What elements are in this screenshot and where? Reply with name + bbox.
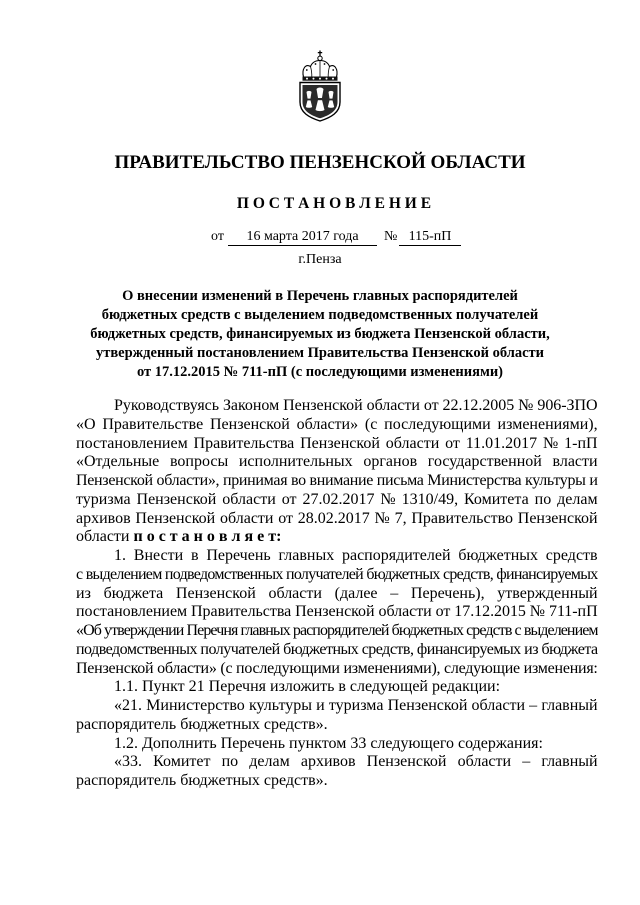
text-line-content: 1.1. Пункт 21 Перечня изложить в следующей редакции: [114,678,501,696]
number-prefix: № [384,229,398,244]
text-line-content: области [76,528,130,546]
text-line-content: «21. Министерство культуры и туризма Пензенской области – главный [114,697,598,714]
document-type: П О С Т А Н О В Л Е Н И Е [236,195,432,212]
title-line: утвержденный постановлением Правительства Пензенской области [95,345,545,361]
coat-of-arms-icon [295,50,345,122]
decree-word: п о с т а н о в л я е т: [133,528,282,546]
text-line-content: «Отдельные вопросы исполнительных органов государственной власти [76,453,598,471]
text-line [114,397,598,416]
text-line-content: Пензенской области», принимая во внимание письма Министерства культуры и [76,472,598,489]
text-line [76,453,598,472]
government-name: ПРАВИТЕЛЬСТВО ПЕНЗЕНСКОЙ ОБЛАСТИ [114,152,526,173]
text-line-content: 1. Внести в Перечень главных распорядителей бюджетных средств [114,547,598,564]
text-line-content: «33. Комитет по делам архивов Пензенской области – главный [114,753,598,771]
title-line: бюджетных средств с выделением подведомственных получателей [101,307,539,323]
text-line-content: Пензенской области» (с последующими изменениями), следующие изменения: [76,659,598,677]
text-line [76,435,598,454]
title-line: О внесении изменений в Перечень главных распорядителей [122,288,518,304]
text-line-content: «Об утверждении Перечня главных распорядителей бюджетных средств с выделением [76,622,598,639]
text-line-content: постановлением Правительства Пензенской области от 11.01.2017 № 1-пП [76,434,598,452]
text-line [114,547,598,566]
text-line [76,622,598,641]
document-title [0,287,640,382]
text-line [76,510,598,529]
text-line [76,416,598,435]
document-number: 115-пП [399,229,461,246]
text-line-content: постановлением Правительства Пензенской области от 17.12.2015 № 711-пП [76,603,598,621]
date-prefix: от [211,229,224,244]
text-line-content: из бюджета Пензенской области (далее – Перечень), утвержденный [76,584,598,602]
text-line [114,697,598,716]
text-line [76,585,598,604]
title-line: от 17.12.2015 № 711-пП (с последующими изменениями) [136,364,504,380]
text-line [114,753,598,772]
text-line [114,678,598,697]
text-line-content: с выделением подведомственных получателей бюджетных средств, финансируемых [76,565,598,583]
text-line-content: туризма Пензенской области от 27.02.2017 № 1310/49, Комитета по делам [76,490,598,508]
text-line-content: распорядитель бюджетных средств». [76,715,328,733]
text-line [76,491,598,510]
text-line-content: 1.2. Дополнить Перечень пунктом 33 следующего содержания: [114,734,543,752]
text-line-content: распорядитель бюджетных средств». [76,772,328,789]
text-line [76,528,598,547]
document-body [76,397,598,791]
text-line [76,566,598,585]
text-line [76,641,598,660]
text-line [76,472,598,491]
text-line [114,735,598,754]
text-line [76,716,598,735]
text-line-content: Руководствуясь Законом Пензенской области от 22.12.2005 № 906-ЗПО [114,397,598,414]
text-line-content: архивов Пензенской области от 28.02.2017 № 7, Правительство Пензенской [76,509,598,527]
text-line [76,603,598,622]
text-line-content: подведомственных получателей бюджетных средств, финансируемых из бюджета [76,640,598,658]
text-line [76,660,598,679]
document-date: 16 марта 2017 года [228,229,377,246]
city: г.Пенза [298,252,342,267]
text-line-content: «О Правительстве Пензенской области» (с последующими изменениями), [76,415,598,433]
text-line [76,772,598,791]
title-line: бюджетных средств, финансируемых из бюджета Пензенской области, [90,326,550,342]
